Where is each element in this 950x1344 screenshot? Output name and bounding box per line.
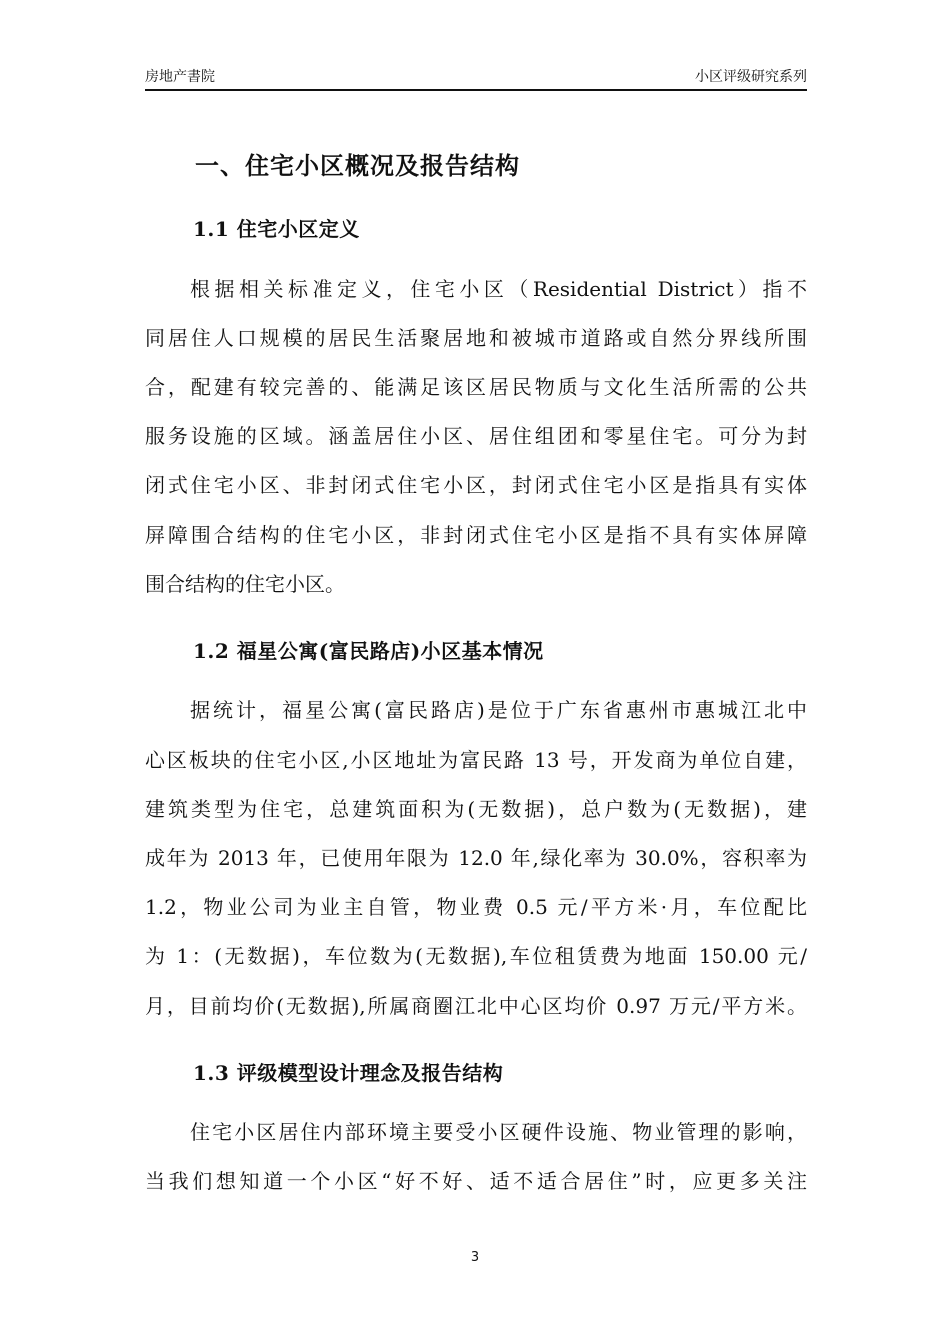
paragraph-line: 成年为 2013 年，已使用年限为 12.0 年,绿化率为 30.0%，容积率为 bbox=[145, 846, 807, 870]
section-title-1-2: 1.2 福星公寓(富民路店)小区基本情况 bbox=[193, 639, 544, 663]
section-title-1-3: 1.3 评级模型设计理念及报告结构 bbox=[193, 1061, 504, 1085]
chapter-title: 一、住宅小区概况及报告结构 bbox=[195, 151, 520, 180]
paragraph-line: 住宅小区居住内部环境主要受小区硬件设施、物业管理的影响， bbox=[190, 1120, 807, 1144]
paragraph-line: 月，目前均价(无数据),所属商圈江北中心区均价 0.97 万元/平方米。 bbox=[145, 994, 807, 1018]
page-number: 3 bbox=[470, 1250, 480, 1265]
header-publisher: 房地产書院 bbox=[145, 69, 215, 85]
paragraph-line: 围合结构的住宅小区。 bbox=[145, 572, 345, 596]
paragraph-line: 闭式住宅小区、非封闭式住宅小区，封闭式住宅小区是指具有实体 bbox=[145, 473, 807, 497]
paragraph-line: 为 1：(无数据)，车位数为(无数据),车位租赁费为地面 150.00 元/ bbox=[145, 944, 807, 968]
section-title-1-1: 1.1 住宅小区定义 bbox=[193, 217, 360, 241]
paragraph-line: 当我们想知道一个小区“好不好、适不适合居住”时，应更多关注 bbox=[145, 1169, 807, 1193]
paragraph-line: 1.2，物业公司为业主自管，物业费 0.5 元/平方米·月，车位配比 bbox=[145, 895, 807, 919]
paragraph-line: 心区板块的住宅小区,小区地址为富民路 13 号，开发商为单位自建， bbox=[145, 748, 807, 772]
paragraph-line: 服务设施的区域。涵盖居住小区、居住组团和零星住宅。可分为封 bbox=[145, 424, 807, 448]
paragraph-line: 建筑类型为住宅，总建筑面积为(无数据)，总户数为(无数据)，建 bbox=[145, 797, 807, 821]
paragraph-line: 根据相关标准定义，住宅小区（Residential District）指不 bbox=[190, 277, 807, 301]
page-header bbox=[145, 66, 807, 90]
paragraph-line: 同居住人口规模的居民生活聚居地和被城市道路或自然分界线所围 bbox=[145, 326, 807, 350]
paragraph-line: 据统计，福星公寓(富民路店)是位于广东省惠州市惠城江北中 bbox=[190, 698, 807, 722]
header-series-title: 小区评级研究系列 bbox=[695, 69, 807, 85]
header-divider bbox=[145, 89, 807, 91]
paragraph-line: 屏障围合结构的住宅小区，非封闭式住宅小区是指不具有实体屏障 bbox=[145, 523, 807, 547]
paragraph-line: 合，配建有较完善的、能满足该区居民物质与文化生活所需的公共 bbox=[145, 375, 807, 399]
